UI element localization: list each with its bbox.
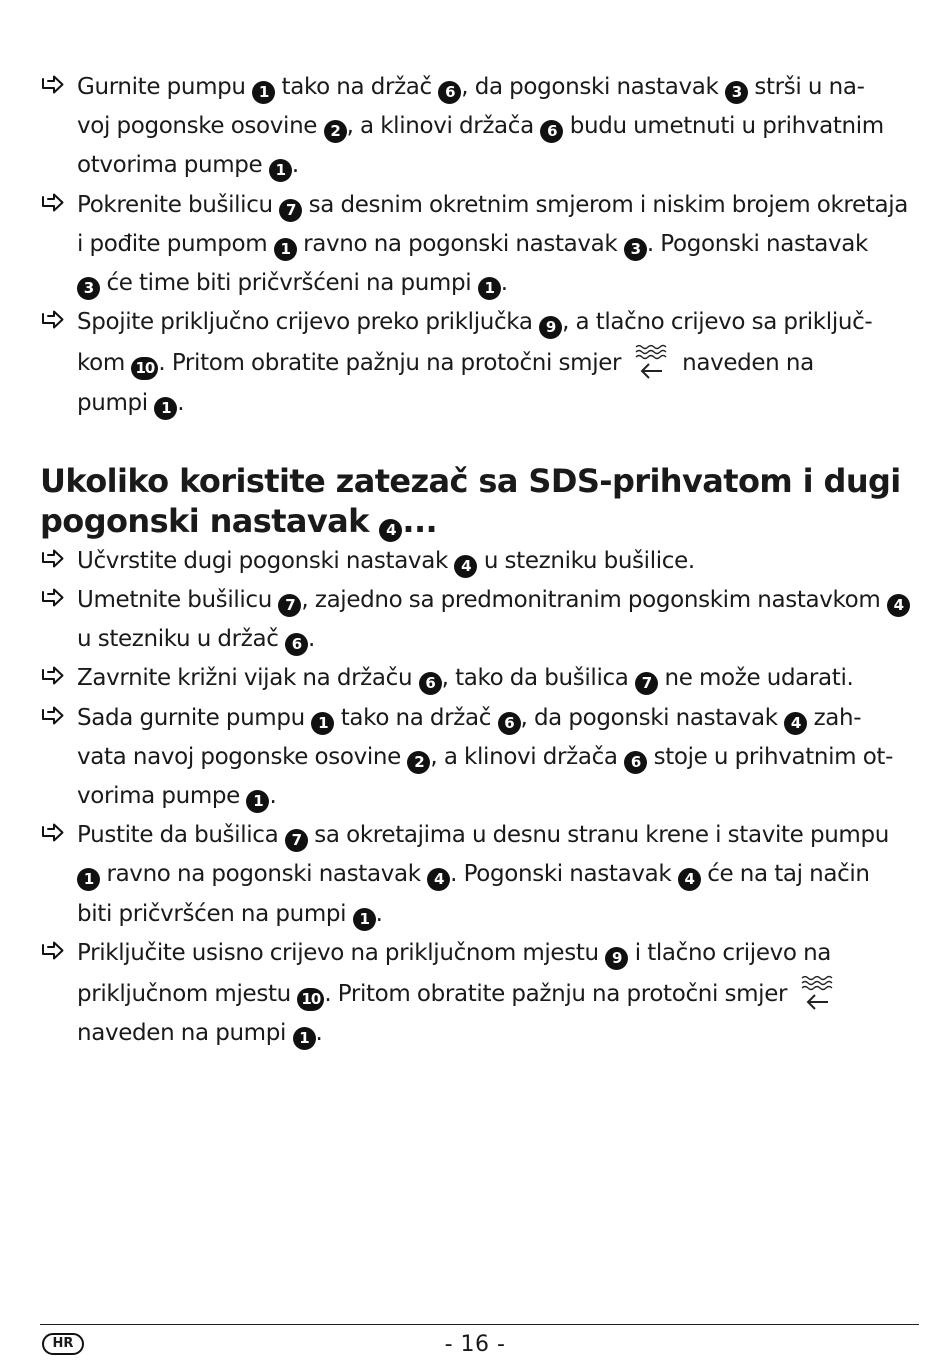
part-number-badge: 4 — [454, 555, 477, 578]
text-run: Priključite usisno crijevo na priključnom mjestu — [77, 939, 606, 966]
page-number: - 16 - — [444, 1332, 506, 1357]
text-run: naveden na pumpi — [77, 1020, 293, 1047]
text-run: naveden na — [675, 350, 814, 377]
text-run: tako na držač — [334, 704, 498, 731]
text-run: , da pogonski nastavak — [520, 704, 785, 731]
instruction-step — [40, 581, 920, 659]
part-number-badge: 9 — [539, 316, 562, 339]
part-number-badge: 6 — [540, 120, 563, 143]
text-run: , a tlačno crijevo sa priključ- — [562, 309, 873, 336]
bullet-arrow-icon — [40, 308, 66, 334]
bullet-arrow-icon — [40, 939, 66, 965]
text-run: sa desnim okretnim smjerom i niskim brojem okretaja — [302, 191, 909, 218]
text-run: stoje u prihvatnim ot- — [647, 743, 894, 770]
text-run: će time biti pričvršćeni na pumpi — [100, 270, 478, 297]
text-run: budu umetnuti u prihvatnim — [563, 113, 884, 140]
part-number-badge: 1 — [274, 238, 297, 261]
part-number-badge: 6 — [624, 751, 647, 774]
text-run: kom — [77, 350, 132, 377]
instruction-step — [40, 68, 920, 186]
part-number-badge: 4 — [784, 712, 807, 735]
bullet-arrow-icon — [40, 704, 66, 730]
text-run: . Pogonski nastavak — [450, 861, 678, 888]
part-number-badge: 2 — [324, 120, 347, 143]
part-number-badge: 1 — [269, 159, 292, 182]
text-run: i tlačno crijevo na — [628, 939, 832, 966]
text-run: ravno na pogonski nastavak — [296, 230, 624, 257]
part-number-badge: 1 — [478, 277, 501, 300]
text-run: . — [269, 783, 277, 810]
part-number-badge: 3 — [725, 81, 748, 104]
part-number-badge: 4 — [678, 868, 701, 891]
flow-direction-icon — [798, 973, 838, 1013]
instruction-list-2 — [40, 542, 920, 1054]
text-run: Učvrstite dugi pogonski nastavak — [77, 547, 455, 574]
text-run: otvorima pumpe — [77, 152, 269, 179]
instruction-step — [40, 303, 920, 423]
text-run: , zajedno sa predmonitranim pogonskim nastavkom — [301, 587, 887, 614]
text-run: ne može udarati. — [658, 665, 854, 692]
instruction-step — [40, 186, 920, 304]
text-run: tako na držač — [275, 74, 439, 100]
text-run: . Pritom obratite pažnju na protočni smjer — [158, 350, 628, 377]
section-heading — [40, 461, 920, 542]
text-run: priključnom mjestu — [77, 981, 298, 1008]
text-run: Pokrenite bušilicu — [77, 191, 280, 218]
part-number-badge: 1 — [154, 397, 177, 420]
page-content — [40, 68, 920, 1053]
part-number-badge: 7 — [279, 199, 302, 222]
text-run: u stezniku bušilice. — [477, 547, 695, 574]
footer-divider — [40, 1324, 919, 1325]
part-number-badge: 1 — [246, 790, 269, 813]
text-run: Gurnite pumpu — [77, 74, 253, 100]
text-run: Spojite priključno crijevo preko priključka — [77, 309, 540, 336]
text-run: Umetnite bušilicu — [77, 587, 279, 614]
instruction-list-1 — [40, 68, 920, 423]
text-run: . — [500, 270, 508, 297]
bullet-arrow-icon — [40, 73, 66, 99]
part-number-badge: 4 — [887, 594, 910, 617]
text-run: Pustite da bušilica — [77, 822, 285, 849]
text-run: voj pogonske osovine — [77, 113, 324, 140]
text-run: strši u na- — [747, 74, 865, 100]
text-run: pogonski nastavak — [40, 501, 380, 540]
text-run: Ukoliko koristite zatezač sa SDS-prihvatom i dugi — [40, 461, 901, 500]
part-number-badge: 3 — [77, 277, 100, 300]
text-run: . — [291, 152, 299, 179]
bullet-arrow-icon — [40, 547, 66, 573]
text-run: Sada gurnite pumpu — [77, 704, 312, 731]
text-run: biti pričvršćen na pumpi — [77, 900, 353, 927]
text-run: , a klinovi držača — [346, 113, 541, 140]
part-number-badge: 1 — [252, 81, 275, 104]
part-number-badge: 6 — [438, 81, 461, 104]
part-number-badge: 2 — [407, 751, 430, 774]
instruction-step — [40, 542, 920, 581]
flow-direction-icon — [632, 342, 672, 382]
text-run: , da pogonski nastavak — [461, 74, 725, 100]
text-run: , tako da bušilica — [441, 665, 635, 692]
part-number-badge: 10 — [131, 357, 158, 380]
language-badge: HR — [42, 1333, 84, 1355]
text-run: . — [308, 626, 315, 653]
text-run: , a klinovi držača — [430, 743, 625, 770]
part-number-badge: 7 — [278, 594, 301, 617]
instruction-step — [40, 934, 920, 1054]
part-number-badge: 7 — [285, 829, 308, 852]
text-run: . — [177, 389, 185, 416]
part-number-badge: 4 — [379, 519, 402, 542]
text-run: zah- — [807, 704, 862, 731]
text-run: . Pogonski nastavak — [646, 230, 869, 257]
part-number-badge: 1 — [353, 908, 376, 931]
text-run: sa okretajima u desnu stranu krene i stavite pumpu — [307, 822, 889, 849]
text-run: vata navoj pogonske osovine — [77, 743, 408, 770]
bullet-arrow-icon — [40, 821, 66, 847]
part-number-badge: 1 — [311, 712, 334, 735]
text-run: . Pritom obratite pažnju na protočni smjer — [324, 981, 794, 1008]
text-run: . — [315, 1020, 323, 1047]
bullet-arrow-icon — [40, 191, 66, 217]
text-run: i pođite pumpom — [77, 230, 274, 257]
text-run: ravno na pogonski nastavak — [100, 861, 428, 888]
text-run: će na taj način — [700, 861, 870, 888]
text-run: Zavrnite križni vijak na držaču — [77, 665, 419, 692]
part-number-badge: 1 — [293, 1027, 316, 1050]
part-number-badge: 6 — [498, 712, 521, 735]
text-run: pumpi — [77, 389, 155, 416]
part-number-badge: 3 — [624, 238, 647, 261]
part-number-badge: 6 — [285, 633, 308, 656]
text-run: ... — [402, 501, 438, 540]
instruction-step — [40, 699, 920, 817]
part-number-badge: 6 — [419, 672, 442, 695]
instruction-step — [40, 659, 920, 698]
part-number-badge: 10 — [297, 988, 324, 1011]
bullet-arrow-icon — [40, 586, 66, 612]
part-number-badge: 1 — [77, 868, 100, 891]
text-run: . — [375, 900, 383, 927]
instruction-step — [40, 816, 920, 934]
part-number-badge: 9 — [605, 947, 628, 970]
text-run: vorima pumpe — [77, 783, 247, 810]
bullet-arrow-icon — [40, 664, 66, 690]
part-number-badge: 4 — [427, 868, 450, 891]
text-run: u stezniku u držač — [77, 626, 285, 653]
part-number-badge: 7 — [635, 672, 658, 695]
